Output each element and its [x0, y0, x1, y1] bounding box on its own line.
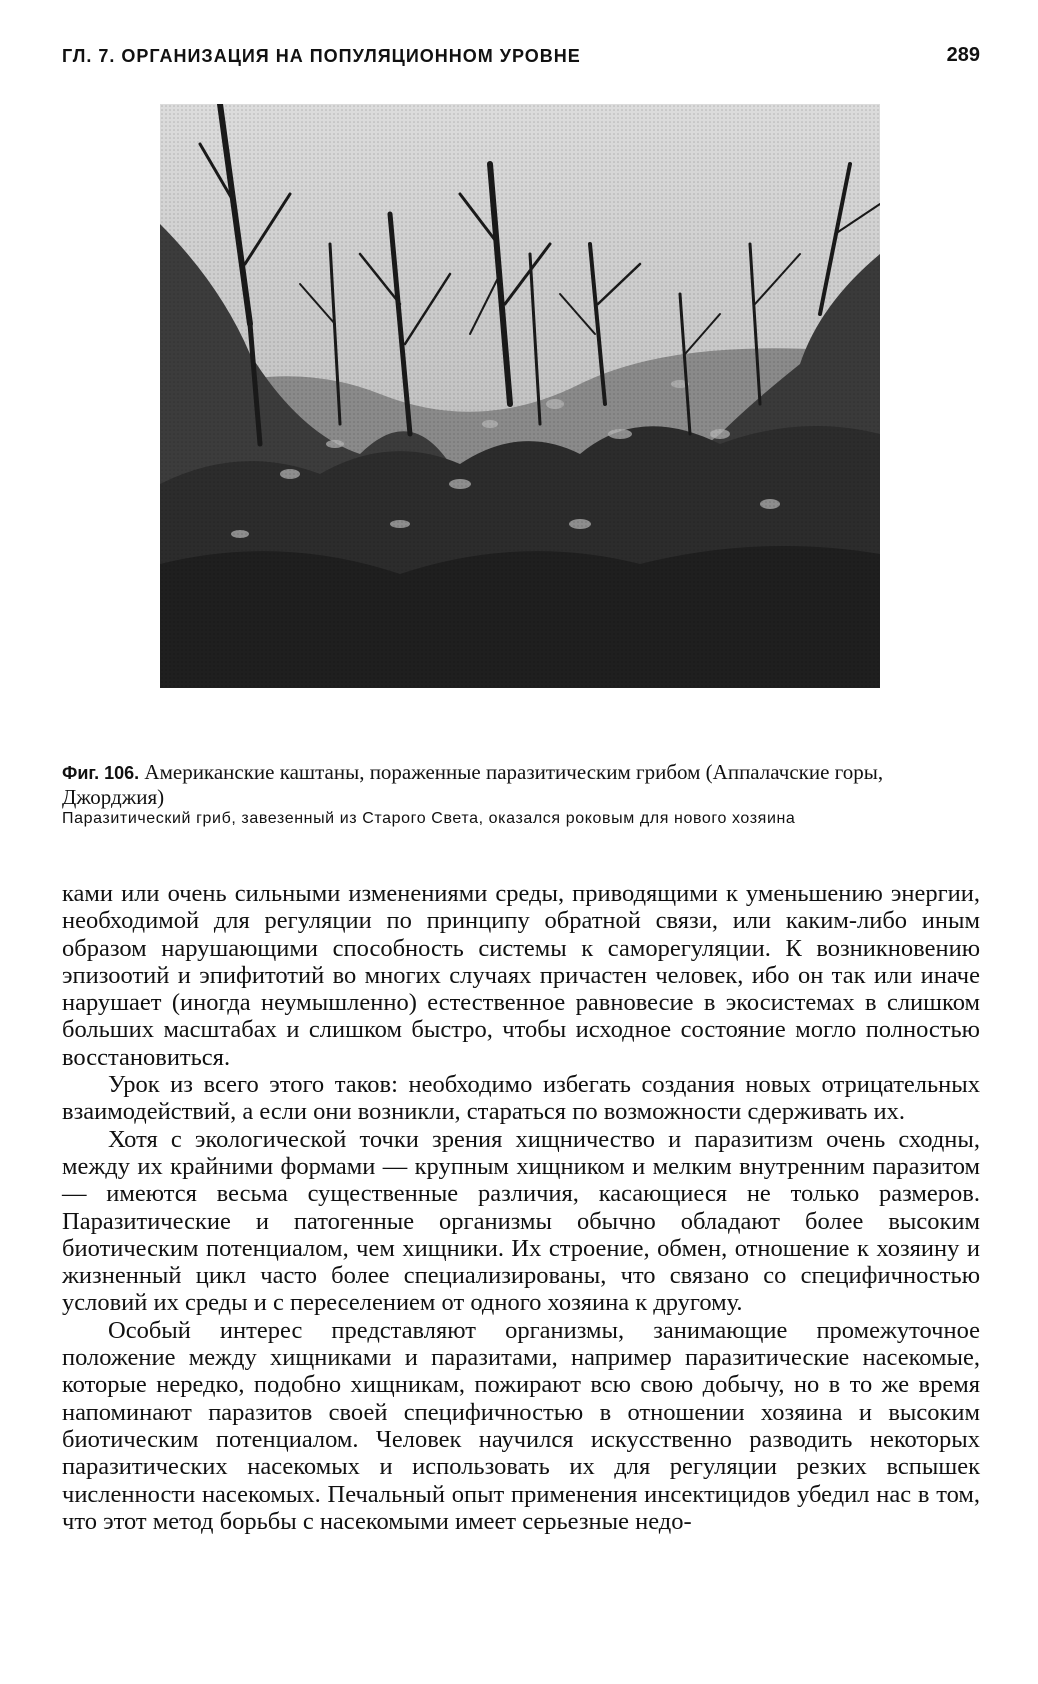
body-text — [62, 880, 980, 1535]
chestnut-forest-photo — [160, 104, 880, 688]
figure-caption — [62, 760, 980, 809]
paragraph-3: Хотя с экологической точки зрения хищничество и паразитизм очень сходны, между их крайними формами — крупным хищником и мелким внутренним паразитом — имеются весьма существенные различия, касающиеся не только размеров. Паразитические и патогенные организмы обычно обладают более высоким биотическим потенциалом, чем хищники. Их строение, обмен, отношение к хозяину и жизненный цикл часто более специализированы, что связано со специфичностью условий их среды и с переселением от одного хозяина к другому. — [62, 1125, 980, 1317]
running-title: ГЛ. 7. ОРГАНИЗАЦИЯ НА ПОПУЛЯЦИОННОМ УРОВНЕ — [62, 46, 581, 66]
paragraph-1: ками или очень сильными изменениями среды, приводящими к уменьшению энергии, необходимой для регуляции по принципу обратной связи, или каким-либо иным образом нарушающими способность системы к саморегуляции. К возникновению эпизоотий и эпифитотий во многих случаях причастен человек, ибо он так или иначе нарушает (иногда неумышленно) естественное равновесие в экосистемах в слишком больших масштабах и слишком быстро, чтобы исходное состояние могло полностью восстановиться. — [62, 880, 980, 1071]
figure-photo — [160, 104, 880, 688]
page-header — [62, 40, 980, 74]
paragraph-2: Урок из всего этого таков: необходимо избегать создания новых отрицательных взаимодействий, а если они возникли, стараться по возможности сдерживать их. — [62, 1071, 980, 1126]
figure-label: Фиг. 106. — [62, 763, 140, 783]
page-number: 289 — [946, 44, 980, 66]
figure-caption-text: Американские каштаны, пораженные паразитическим грибом (Аппалачские горы, Джорджия) — [62, 760, 884, 809]
figure-subcaption: Паразитический гриб, завезенный из Старого Света, оказался роковым для нового хозяина — [62, 810, 796, 827]
paragraph-4: Особый интерес представляют организмы, занимающие промежуточное положение между хищниками и паразитами, например паразитические насекомые, которые нередко, подобно хищникам, пожирают всю свою добычу, но в то же время напоминают паразитов своей специфичностью в отношении хозяина и высоким биотическим потенциалом. Человек научился искусственно разводить некоторых паразитических насекомых и использовать их для регуляции резких вспышек численности насекомых. Печальный опыт применения инсектицидов убедил нас в том, что этот метод борьбы с насекомыми имеет серьезные недо- — [62, 1316, 980, 1535]
